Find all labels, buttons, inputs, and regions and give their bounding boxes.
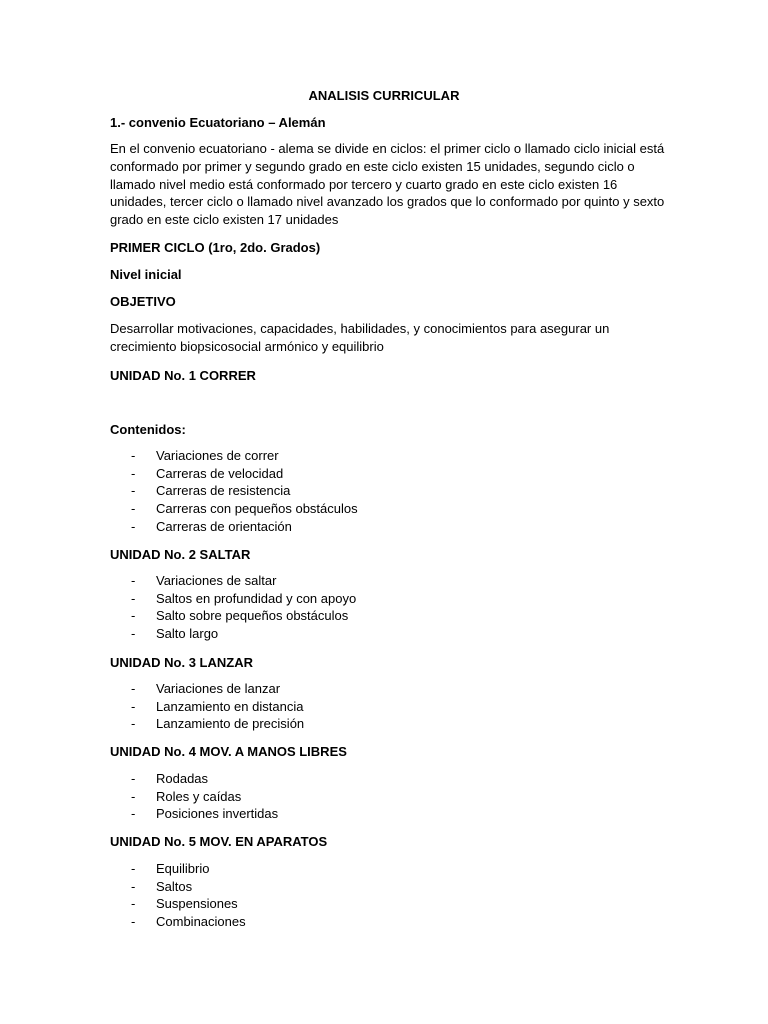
list-dash: - (131, 806, 136, 822)
objetivo-paragraph: Desarrollar motivaciones, capacidades, habilidades, y conocimientos para asegurar un crecimiento biopsicosocial armónico y equilibrio (110, 321, 610, 354)
primer-ciclo-heading: PRIMER CICLO (1ro, 2do. Grados) (110, 240, 321, 255)
unidad2-heading: UNIDAD No. 2 SALTAR (110, 547, 251, 562)
list-dash: - (131, 465, 136, 481)
list-item-text: Variaciones de lanzar (156, 681, 281, 696)
list-dash: - (131, 878, 136, 894)
list-dash: - (131, 573, 136, 588)
list-item-text: Roles y caídas (156, 788, 242, 804)
list-item-text: Suspensiones (156, 896, 238, 912)
list-dash: - (131, 681, 136, 696)
list-item-text: Posiciones invertidas (156, 806, 279, 822)
list-item-text: Carreras de orientación (156, 518, 292, 534)
unidad3-heading: UNIDAD No. 3 LANZAR (110, 655, 253, 670)
list-item-text: Salto largo (156, 626, 219, 642)
list-item-text: Carreras de velocidad (156, 465, 284, 481)
list-dash: - (131, 608, 136, 624)
list-dash: - (131, 483, 136, 499)
list-dash: - (131, 626, 136, 642)
list-dash: - (131, 590, 136, 606)
nivel-heading: Nivel inicial (110, 267, 182, 282)
list-dash: - (131, 788, 136, 804)
list-item-text: Rodadas (156, 771, 209, 786)
list-item-text: Variaciones de correr (156, 448, 279, 463)
section-heading: 1.- convenio Ecuatoriano – Alemán (110, 115, 326, 130)
intro-paragraph: En el convenio ecuatoriano - alema se divide en ciclos: el primer ciclo o llamado ciclo inicial está conformado por primer y segundo grado en este ciclo existen 15 unidades, segundo ciclo o llamado nivel medio está conformado por tercero y cuarto grado en este ciclo existen 16 unidades, tercer ciclo o llamado nivel avanzado los grados que lo conformado por quinto y sexto grado en este ciclo existen 17 unidades (110, 141, 665, 228)
document-title: ANALISIS CURRICULAR (308, 88, 460, 103)
list-dash: - (131, 716, 136, 732)
unidad1-heading: UNIDAD No. 1 CORRER (110, 368, 256, 383)
list-dash: - (131, 501, 136, 517)
list-item-text: Saltos en profundidad y con apoyo (156, 590, 357, 606)
list-item-text: Lanzamiento de precisión (156, 716, 305, 732)
list-item-text: Lanzamiento en distancia (156, 698, 304, 714)
list-dash: - (131, 861, 136, 876)
list-dash: - (131, 448, 136, 463)
list-item-text: Salto sobre pequeños obstáculos (156, 608, 349, 624)
contenidos-heading: Contenidos: (110, 422, 186, 437)
list-dash: - (131, 914, 136, 930)
list-dash: - (131, 771, 136, 786)
list-item-text: Combinaciones (156, 914, 246, 930)
unidad5-heading: UNIDAD No. 5 MOV. EN APARATOS (110, 834, 328, 849)
list-item-text: Equilibrio (156, 861, 210, 876)
list-item-text: Carreras de resistencia (156, 483, 291, 499)
unidad4-heading: UNIDAD No. 4 MOV. A MANOS LIBRES (110, 744, 347, 759)
objetivo-heading: OBJETIVO (110, 294, 176, 309)
list-item-text: Saltos (156, 878, 193, 894)
list-item-text: Variaciones de saltar (156, 573, 277, 588)
list-dash: - (131, 896, 136, 912)
list-dash: - (131, 518, 136, 534)
list-item-text: Carreras con pequeños obstáculos (156, 501, 358, 517)
list-dash: - (131, 698, 136, 714)
